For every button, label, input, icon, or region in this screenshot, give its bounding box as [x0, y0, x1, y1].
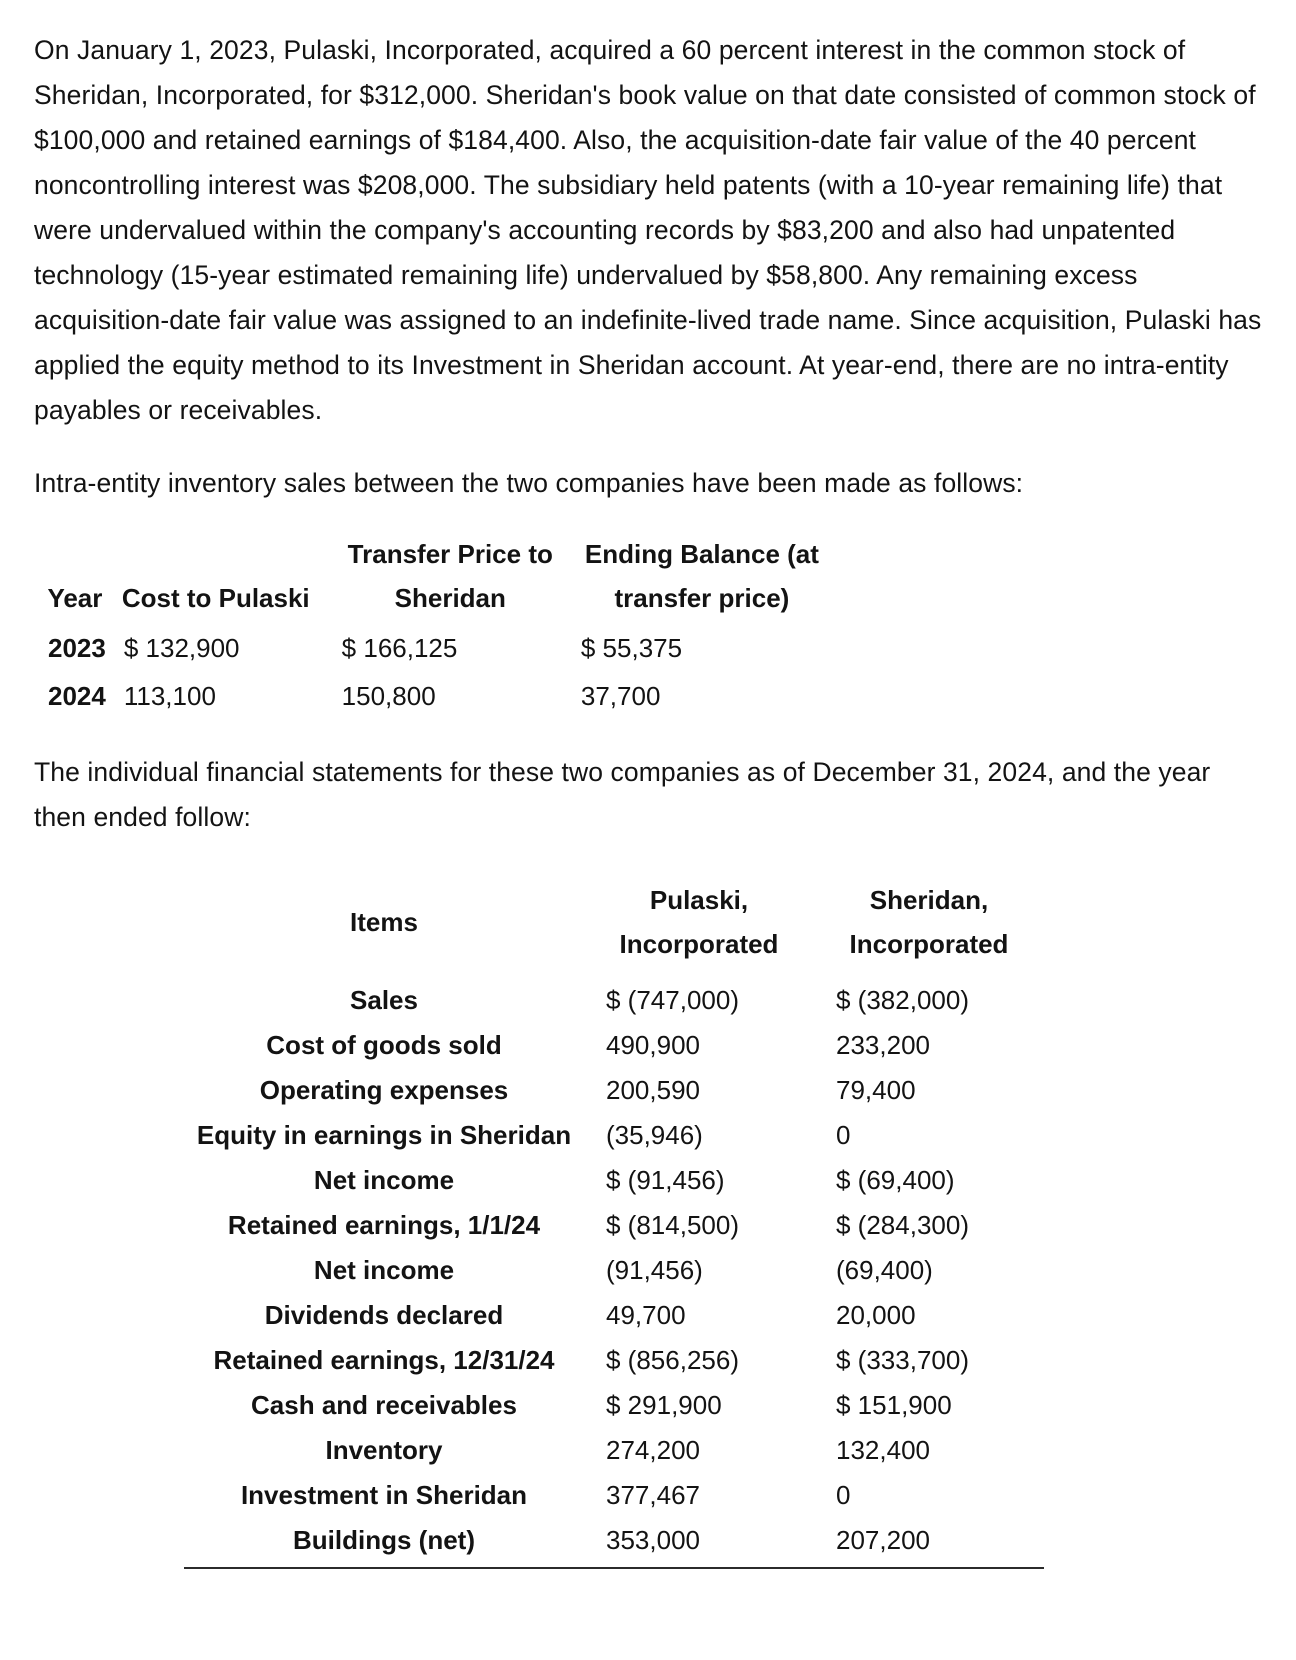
- inventory-cell-cost: 113,100: [123, 681, 216, 711]
- financial-header-items: Items: [350, 907, 418, 937]
- financial-cell-sheridan: 0: [836, 1120, 851, 1150]
- financial-cell-sheridan: $ (284,300): [836, 1210, 969, 1240]
- intro-paragraph-inventory-sales: Intra-entity inventory sales between the two companies have been made as follows:: [34, 468, 1024, 498]
- financial-cell-item: Operating expenses: [259, 1075, 509, 1105]
- table-row: [184, 978, 1044, 1023]
- financial-table-header-row: [184, 868, 1044, 978]
- table-row: [46, 624, 835, 672]
- inventory-header-transfer-price: [332, 532, 569, 624]
- financial-cell-pulaski: 274,200: [606, 1435, 700, 1465]
- financial-cell-pulaski: $ (814,500): [606, 1210, 739, 1240]
- financial-cell-item: Retained earnings, 1/1/24: [227, 1210, 541, 1240]
- financial-cell-pulaski: $ 291,900: [606, 1390, 722, 1420]
- table-row: [184, 1023, 1044, 1068]
- inventory-cell-ending: 37,700: [580, 681, 661, 711]
- financial-cell-item: Buildings (net): [184, 1518, 584, 1568]
- financial-cell-pulaski: (91,456): [606, 1255, 703, 1285]
- table-row: [184, 1518, 1044, 1568]
- table-row: [184, 1113, 1044, 1158]
- financial-cell-pulaski: $ (747,000): [606, 985, 739, 1015]
- financial-cell-pulaski: 490,900: [606, 1030, 700, 1060]
- inventory-table-header-row: [46, 532, 835, 624]
- intra-entity-inventory-table: [46, 532, 835, 720]
- financial-header-sheridan-line2: Incorporated: [849, 929, 1009, 959]
- table-row: [184, 1158, 1044, 1203]
- financial-cell-item: Investment in Sheridan: [240, 1480, 528, 1510]
- financial-cell-item: Cost of goods sold: [266, 1030, 502, 1060]
- financial-cell-sheridan: 132,400: [836, 1435, 930, 1465]
- financial-cell-sheridan: $ (333,700): [836, 1345, 969, 1375]
- table-row: [184, 1383, 1044, 1428]
- financial-cell-item: Net income: [313, 1255, 455, 1285]
- financial-cell-item: Sales: [350, 985, 418, 1015]
- financial-cell-sheridan: $ (382,000): [836, 985, 969, 1015]
- inventory-cell-ending: $ 55,375: [580, 633, 683, 663]
- financial-cell-sheridan: (69,400): [836, 1255, 933, 1285]
- inventory-header-year: Year: [47, 583, 103, 613]
- financial-cell-sheridan: 0: [836, 1480, 851, 1510]
- financial-cell-pulaski: 353,000: [584, 1518, 814, 1568]
- financial-header-pulaski: [584, 868, 814, 978]
- financial-statements-table: [184, 868, 1044, 1569]
- financial-cell-pulaski: $ (856,256): [606, 1345, 739, 1375]
- inventory-header-cost: Cost to Pulaski: [121, 583, 310, 613]
- inventory-header-transfer-line1: Transfer Price to: [347, 539, 553, 569]
- inventory-cell-year: 2024: [48, 681, 106, 711]
- financial-cell-sheridan: 233,200: [836, 1030, 930, 1060]
- inventory-cell-cost: $ 132,900: [123, 633, 240, 663]
- financial-cell-pulaski: 200,590: [606, 1075, 700, 1105]
- financial-cell-pulaski: 49,700: [606, 1300, 686, 1330]
- intro-paragraph-financial-statements: The individual financial statements for these two companies as of December 31, 2024, and the year then ended follow:: [34, 757, 1211, 832]
- inventory-header-ending-line1: Ending Balance (at: [584, 539, 819, 569]
- financial-cell-sheridan: $ (69,400): [836, 1165, 955, 1195]
- inventory-header-ending-line2: transfer price): [614, 583, 790, 613]
- inventory-cell-year: 2023: [48, 633, 106, 663]
- table-row: [184, 1293, 1044, 1338]
- table-row: [184, 1473, 1044, 1518]
- financial-cell-sheridan: 79,400: [836, 1075, 916, 1105]
- intro-paragraph-acquisition: On January 1, 2023, Pulaski, Incorporated, acquired a 60 percent interest in the common stock of Sheridan, Incorporated, for $312,000. Sheridan's book value on that date consisted of common stock of $100,000 and retained earnings of $184,400. Also, the acquisition-date fair value of the 40 percent noncontrolling interest was $208,000. The subsidiary held patents (with a 10-year remaining life) that were undervalued within the company's accounting records by $83,200 and also had unpatented technology (15-year estimated remaining life) undervalued by $58,800. Any remaining excess acquisition-date fair value was assigned to an indefinite-lived trade name. Since acquisition, Pulaski has applied the equity method to its Investment in Sheridan account. At year-end, there are no intra-entity payables or receivables.: [34, 35, 1262, 425]
- inventory-header-ending-balance: [569, 532, 835, 624]
- table-row: [184, 1248, 1044, 1293]
- financial-cell-sheridan: $ 151,900: [836, 1390, 952, 1420]
- inventory-cell-transfer: 150,800: [341, 681, 436, 711]
- financial-cell-item: Net income: [313, 1165, 455, 1195]
- inventory-header-transfer-line2: Sheridan: [394, 583, 506, 613]
- table-row: [184, 1068, 1044, 1113]
- table-row: [184, 1203, 1044, 1248]
- financial-cell-item: Retained earnings, 12/31/24: [213, 1345, 555, 1375]
- financial-header-sheridan: [814, 868, 1044, 978]
- financial-cell-pulaski: $ (91,456): [606, 1165, 725, 1195]
- financial-header-sheridan-line1: Sheridan,: [869, 885, 989, 915]
- financial-cell-item: Inventory: [325, 1435, 443, 1465]
- financial-cell-item: Cash and receivables: [251, 1390, 517, 1420]
- financial-cell-item: Dividends declared: [264, 1300, 504, 1330]
- financial-header-pulaski-line1: Pulaski,: [649, 885, 749, 915]
- table-row: [46, 672, 835, 720]
- inventory-cell-transfer: $ 166,125: [341, 633, 458, 663]
- financial-cell-pulaski: (35,946): [606, 1120, 703, 1150]
- table-row: [184, 1338, 1044, 1383]
- financial-cell-sheridan: 20,000: [836, 1300, 916, 1330]
- financial-cell-pulaski: 377,467: [606, 1480, 700, 1510]
- table-row: [184, 1428, 1044, 1473]
- financial-cell-item: Equity in earnings in Sheridan: [196, 1120, 572, 1150]
- financial-cell-sheridan: 207,200: [814, 1518, 1044, 1568]
- financial-header-pulaski-line2: Incorporated: [619, 929, 779, 959]
